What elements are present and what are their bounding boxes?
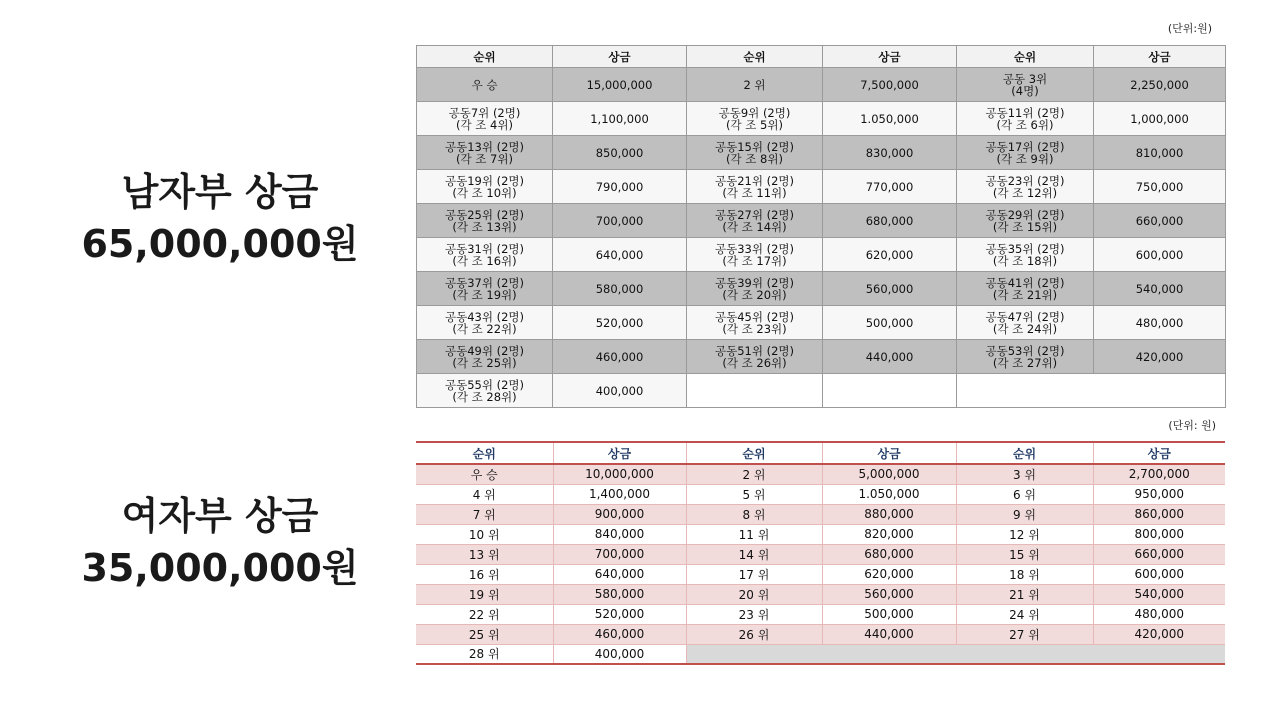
rank-cell: 24 위 xyxy=(956,604,1093,624)
rank-line: 공동7위 (2명) xyxy=(448,105,521,120)
table-row xyxy=(416,584,1225,604)
rank-line: 공동49위 (2명) xyxy=(444,343,524,358)
rank-line: (4명) xyxy=(1011,83,1039,98)
men-title-line2: 65,000,000원 xyxy=(81,222,359,266)
rank-line: 공동37위 (2명) xyxy=(444,275,524,290)
rank-line: 공동 3위 xyxy=(1002,71,1048,86)
rank-line: 공동9위 (2명) xyxy=(718,105,791,120)
rank-line: (각 조 24위) xyxy=(992,321,1058,336)
rank-cell xyxy=(957,306,1094,340)
empty-cell xyxy=(686,644,1225,664)
rank-line: (각 조 15위) xyxy=(992,219,1058,234)
prize-cell: 840,000 xyxy=(553,524,686,544)
rank-cell xyxy=(417,272,553,306)
empty-cell xyxy=(687,374,823,408)
rank-cell xyxy=(687,272,823,306)
rank-cell: 5 위 xyxy=(686,484,822,504)
rank-line: (각 조 18위) xyxy=(992,253,1058,268)
rank-cell: 4 위 xyxy=(416,484,553,504)
women-prize-table xyxy=(416,441,1225,665)
rank-cell: 22 위 xyxy=(416,604,553,624)
rank-cell xyxy=(687,204,823,238)
rank-cell: 27 위 xyxy=(956,624,1093,644)
rank-line: 공동43위 (2명) xyxy=(444,309,524,324)
prize-cell: 600,000 xyxy=(1094,238,1226,272)
rank-cell: 11 위 xyxy=(686,524,822,544)
header-prize: 상금 xyxy=(823,46,957,68)
header-prize: 상금 xyxy=(1094,46,1226,68)
rank-line: (각 조 25위) xyxy=(452,355,517,370)
rank-cell: 26 위 xyxy=(686,624,822,644)
rank-cell xyxy=(417,340,553,374)
rank-line: 공동25위 (2명) xyxy=(444,207,524,222)
table-row xyxy=(417,170,1226,204)
table-row xyxy=(417,306,1226,340)
prize-cell: 580,000 xyxy=(553,272,687,306)
rank-cell: 19 위 xyxy=(416,584,553,604)
prize-cell: 950,000 xyxy=(1093,484,1225,504)
prize-cell: 480,000 xyxy=(1094,306,1226,340)
rank-cell: 8 위 xyxy=(686,504,822,524)
women-unit-label: (단위: 원) xyxy=(1168,419,1216,432)
prize-cell: 560,000 xyxy=(823,272,957,306)
prize-cell: 560,000 xyxy=(822,584,956,604)
rank-cell xyxy=(417,170,553,204)
rank-line: 공동21위 (2명) xyxy=(714,173,794,188)
rank-cell xyxy=(687,102,823,136)
table-row xyxy=(417,204,1226,238)
rank-line: 공동39위 (2명) xyxy=(714,275,794,290)
rank-line: 공동33위 (2명) xyxy=(714,241,794,256)
rank-line: 공동19위 (2명) xyxy=(444,173,524,188)
prize-cell: 2,700,000 xyxy=(1093,464,1225,484)
prize-cell: 680,000 xyxy=(823,204,957,238)
prize-cell: 420,000 xyxy=(1093,624,1225,644)
rank-line: (각 조 27위) xyxy=(992,355,1058,370)
rank-cell xyxy=(957,170,1094,204)
women-table-header-row xyxy=(416,442,1225,464)
table-row xyxy=(416,484,1225,504)
rank-line: 공동35위 (2명) xyxy=(985,241,1065,256)
prize-cell: 860,000 xyxy=(1093,504,1225,524)
header-rank: 순위 xyxy=(417,46,553,68)
header-rank: 순위 xyxy=(956,442,1093,464)
header-rank: 순위 xyxy=(687,46,823,68)
rank-line: 공동27위 (2명) xyxy=(714,207,794,222)
table-row xyxy=(416,604,1225,624)
prize-cell: 440,000 xyxy=(822,624,956,644)
rank-cell xyxy=(957,136,1094,170)
rank-line: (각 조 8위) xyxy=(726,151,783,166)
prize-cell: 900,000 xyxy=(553,504,686,524)
table-row xyxy=(416,504,1225,524)
men-unit-label: (단위:원) xyxy=(1167,22,1212,35)
rank-line: (각 조 16위) xyxy=(452,253,517,268)
table-row xyxy=(417,374,1226,408)
rank-line: (각 조 9위) xyxy=(996,151,1054,166)
rank-line: (각 조 26위) xyxy=(722,355,787,370)
rank-cell xyxy=(687,136,823,170)
rank-cell: 25 위 xyxy=(416,624,553,644)
table-row xyxy=(416,524,1225,544)
rank-cell: 21 위 xyxy=(956,584,1093,604)
prize-cell: 7,500,000 xyxy=(823,68,957,102)
prize-cell: 460,000 xyxy=(553,624,686,644)
prize-cell: 820,000 xyxy=(822,524,956,544)
rank-cell xyxy=(687,238,823,272)
rank-cell xyxy=(417,374,553,408)
rank-cell: 우 승 xyxy=(416,464,553,484)
prize-cell: 500,000 xyxy=(823,306,957,340)
rank-line: 공동15위 (2명) xyxy=(714,139,794,154)
rank-line: 공동31위 (2명) xyxy=(444,241,524,256)
prize-cell: 520,000 xyxy=(553,306,687,340)
prize-cell: 790,000 xyxy=(553,170,687,204)
table-row xyxy=(416,544,1225,564)
prize-cell: 880,000 xyxy=(822,504,956,524)
prize-cell: 580,000 xyxy=(553,584,686,604)
rank-line: (각 조 13위) xyxy=(452,219,517,234)
rank-cell xyxy=(957,272,1094,306)
rank-cell xyxy=(957,340,1094,374)
rank-line: (각 조 20위) xyxy=(722,287,787,302)
women-title-line2: 35,000,000원 xyxy=(81,546,359,590)
header-rank: 순위 xyxy=(416,442,553,464)
prize-cell: 540,000 xyxy=(1094,272,1226,306)
rank-cell: 20 위 xyxy=(686,584,822,604)
empty-cell xyxy=(823,374,957,408)
rank-cell xyxy=(417,238,553,272)
rank-cell xyxy=(417,102,553,136)
men-title-line1: 남자부 상금 xyxy=(121,170,319,214)
rank-line: (각 조 28위) xyxy=(452,389,517,404)
women-prize-title xyxy=(60,490,380,594)
prize-cell: 660,000 xyxy=(1093,544,1225,564)
prize-cell: 460,000 xyxy=(553,340,687,374)
rank-cell: 10 위 xyxy=(416,524,553,544)
prize-cell: 600,000 xyxy=(1093,564,1225,584)
rank-cell xyxy=(687,340,823,374)
table-row xyxy=(417,68,1226,102)
rank-line: 공동47위 (2명) xyxy=(985,309,1065,324)
rank-cell xyxy=(957,204,1094,238)
rank-line: 공동55위 (2명) xyxy=(444,377,524,392)
rank-line: (각 조 7위) xyxy=(456,151,513,166)
rank-cell: 6 위 xyxy=(956,484,1093,504)
rank-cell xyxy=(957,238,1094,272)
rank-cell: 9 위 xyxy=(956,504,1093,524)
rank-cell xyxy=(687,68,823,102)
prize-cell: 1.050,000 xyxy=(823,102,957,136)
prize-cell: 770,000 xyxy=(823,170,957,204)
prize-cell: 640,000 xyxy=(553,564,686,584)
rank-cell: 28 위 xyxy=(416,644,553,664)
rank-line: (각 조 17위) xyxy=(722,253,787,268)
rank-line: 공동53위 (2명) xyxy=(985,343,1065,358)
rank-cell: 7 위 xyxy=(416,504,553,524)
rank-cell: 13 위 xyxy=(416,544,553,564)
rank-line: (각 조 21위) xyxy=(992,287,1058,302)
table-row xyxy=(416,564,1225,584)
prize-cell: 700,000 xyxy=(553,544,686,564)
prize-cell: 15,000,000 xyxy=(553,68,687,102)
rank-cell xyxy=(687,306,823,340)
table-row xyxy=(416,644,1225,664)
prize-cell: 2,250,000 xyxy=(1094,68,1226,102)
prize-cell: 620,000 xyxy=(823,238,957,272)
prize-cell: 1.050,000 xyxy=(822,484,956,504)
prize-cell: 400,000 xyxy=(553,374,687,408)
men-table-header-row xyxy=(417,46,1226,68)
header-prize: 상금 xyxy=(553,46,687,68)
prize-cell: 800,000 xyxy=(1093,524,1225,544)
prize-cell: 540,000 xyxy=(1093,584,1225,604)
rank-line: 공동29위 (2명) xyxy=(985,207,1065,222)
prize-cell: 660,000 xyxy=(1094,204,1226,238)
prize-cell: 1,400,000 xyxy=(553,484,686,504)
rank-cell: 23 위 xyxy=(686,604,822,624)
rank-cell xyxy=(417,204,553,238)
header-rank: 순위 xyxy=(686,442,822,464)
prize-cell: 400,000 xyxy=(553,644,686,664)
table-row xyxy=(417,340,1226,374)
rank-line: 공동45위 (2명) xyxy=(714,309,794,324)
prize-cell: 750,000 xyxy=(1094,170,1226,204)
rank-cell: 18 위 xyxy=(956,564,1093,584)
prize-cell: 810,000 xyxy=(1094,136,1226,170)
rank-cell: 14 위 xyxy=(686,544,822,564)
prize-cell: 520,000 xyxy=(553,604,686,624)
prize-cell: 440,000 xyxy=(823,340,957,374)
rank-line: 공동41위 (2명) xyxy=(985,275,1065,290)
women-title-line1: 여자부 상금 xyxy=(121,494,319,538)
rank-cell: 3 위 xyxy=(956,464,1093,484)
rank-line: (각 조 12위) xyxy=(992,185,1058,200)
rank-line: (각 조 4위) xyxy=(456,117,513,132)
prize-cell: 1,000,000 xyxy=(1094,102,1226,136)
empty-cell xyxy=(957,374,1226,408)
rank-line: 우 승 xyxy=(471,77,498,92)
rank-line: 공동11위 (2명) xyxy=(985,105,1065,120)
rank-cell: 2 위 xyxy=(686,464,822,484)
prize-cell: 10,000,000 xyxy=(553,464,686,484)
prize-cell: 700,000 xyxy=(553,204,687,238)
prize-cell: 850,000 xyxy=(553,136,687,170)
rank-cell xyxy=(687,170,823,204)
prize-cell: 500,000 xyxy=(822,604,956,624)
rank-line: (각 조 5위) xyxy=(726,117,783,132)
rank-line: 2 위 xyxy=(743,77,766,92)
men-prize-title xyxy=(60,166,380,270)
rank-cell xyxy=(957,102,1094,136)
rank-line: (각 조 22위) xyxy=(452,321,517,336)
rank-line: 공동17위 (2명) xyxy=(985,139,1065,154)
prize-cell: 5,000,000 xyxy=(822,464,956,484)
rank-line: (각 조 6위) xyxy=(996,117,1054,132)
rank-cell: 17 위 xyxy=(686,564,822,584)
rank-line: 공동51위 (2명) xyxy=(714,343,794,358)
rank-cell xyxy=(417,136,553,170)
rank-line: (각 조 14위) xyxy=(722,219,787,234)
table-row xyxy=(416,624,1225,644)
rank-cell xyxy=(957,68,1094,102)
rank-cell xyxy=(417,68,553,102)
prize-cell: 830,000 xyxy=(823,136,957,170)
header-rank: 순위 xyxy=(957,46,1094,68)
prize-cell: 620,000 xyxy=(822,564,956,584)
rank-line: (각 조 19위) xyxy=(452,287,517,302)
rank-line: (각 조 11위) xyxy=(722,185,787,200)
table-row xyxy=(417,272,1226,306)
prize-cell: 680,000 xyxy=(822,544,956,564)
header-prize: 상금 xyxy=(553,442,686,464)
rank-line: (각 조 10위) xyxy=(452,185,517,200)
rank-cell: 15 위 xyxy=(956,544,1093,564)
table-row xyxy=(417,238,1226,272)
rank-line: 공동23위 (2명) xyxy=(985,173,1065,188)
rank-cell: 12 위 xyxy=(956,524,1093,544)
table-row xyxy=(417,102,1226,136)
table-row xyxy=(417,136,1226,170)
prize-cell: 640,000 xyxy=(553,238,687,272)
rank-cell xyxy=(417,306,553,340)
prize-cell: 480,000 xyxy=(1093,604,1225,624)
prize-cell: 420,000 xyxy=(1094,340,1226,374)
table-row xyxy=(416,464,1225,484)
rank-line: 공동13위 (2명) xyxy=(444,139,524,154)
header-prize: 상금 xyxy=(1093,442,1225,464)
rank-cell: 16 위 xyxy=(416,564,553,584)
header-prize: 상금 xyxy=(822,442,956,464)
men-prize-table xyxy=(416,45,1226,408)
prize-cell: 1,100,000 xyxy=(553,102,687,136)
rank-line: (각 조 23위) xyxy=(722,321,787,336)
